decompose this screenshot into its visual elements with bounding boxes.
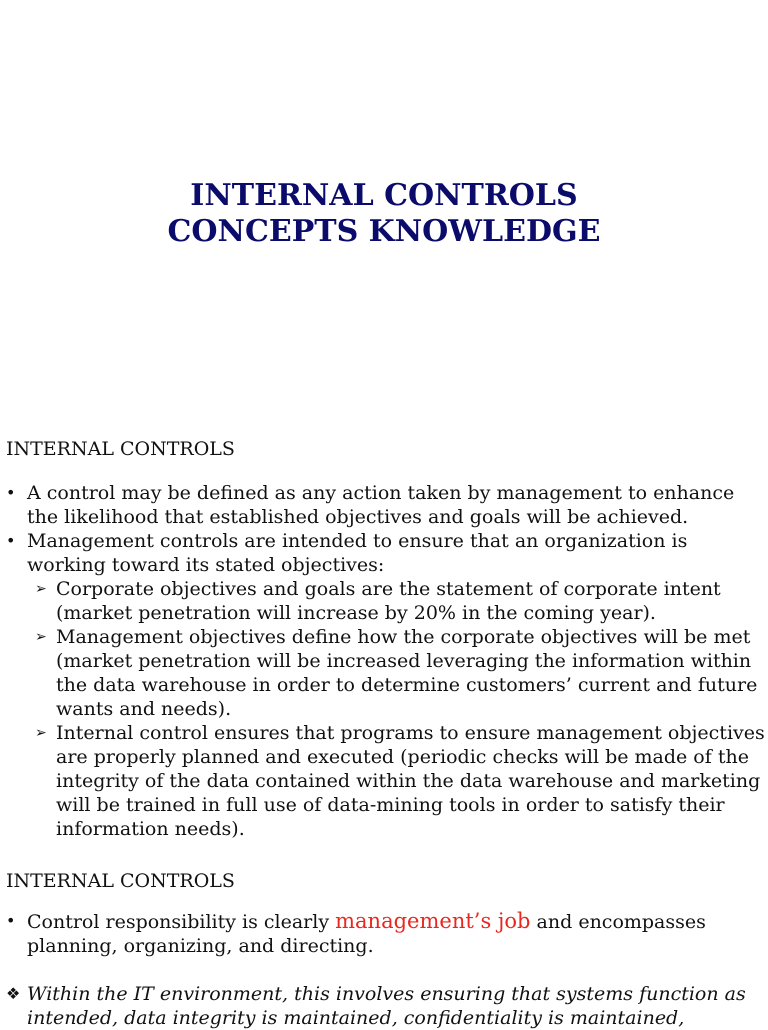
sub-list-item [27,577,768,625]
list-item [0,481,768,529]
sub-bullet-text: Internal control ensures that programs to ensure management objectives are properly planned and executed (periodic checks will be made of the integrity of the data contained within the data warehouse and marketing will be trained in full use of data-mining tools in order to satisfy their information needs). [56,722,765,840]
italic-paragraph [0,982,768,1030]
bullet-text: Management controls are intended to ensure that an organization is working toward its stated objectives: [27,530,688,576]
italic-text: Within the IT environment, this involves ensuring that systems function as intended, data integrity is maintained, confidentiality is maintained, [27,983,746,1029]
section-heading-2: INTERNAL CONTROLS [6,870,235,892]
bullet-list-2 [0,909,768,958]
arrow-right-icon: ➢ [35,629,47,645]
bullet-dot-icon: • [6,911,16,930]
bullet-dot-icon: • [6,531,16,550]
bullet-text: A control may be defined as any action taken by management to enhance the likelihood that established objectives and goals will be achieved. [27,482,735,528]
sub-bullet-text: Management objectives define how the corporate objectives will be met (market penetration will be increased leveraging the information within the data warehouse in order to determine customers’ current and future wants and needs). [56,626,758,720]
sub-bullet-list [27,577,768,841]
list-item [0,909,768,958]
title-line-1: INTERNAL CONTROLS [190,178,578,213]
list-item [0,529,768,841]
slide-title [0,178,768,250]
section-heading-1: INTERNAL CONTROLS [6,438,235,460]
highlight-text: management’s job [335,909,531,933]
sub-bullet-text: Corporate objectives and goals are the statement of corporate intent (market penetration will increase by 20% in the coming year). [56,578,721,624]
bullet-list-1 [0,481,768,841]
title-line-2: CONCEPTS KNOWLEDGE [167,214,601,249]
sub-list-item [27,721,768,841]
arrow-right-icon: ➢ [35,581,47,597]
bullet-text-after: and encompasses planning, organizing, and directing. [27,911,706,957]
four-diamond-icon: ❖ [6,984,21,1003]
bullet-dot-icon: • [6,483,16,502]
sub-list-item [27,625,768,721]
bullet-text-before: Control responsibility is clearly [27,911,336,933]
arrow-right-icon: ➢ [35,725,47,741]
